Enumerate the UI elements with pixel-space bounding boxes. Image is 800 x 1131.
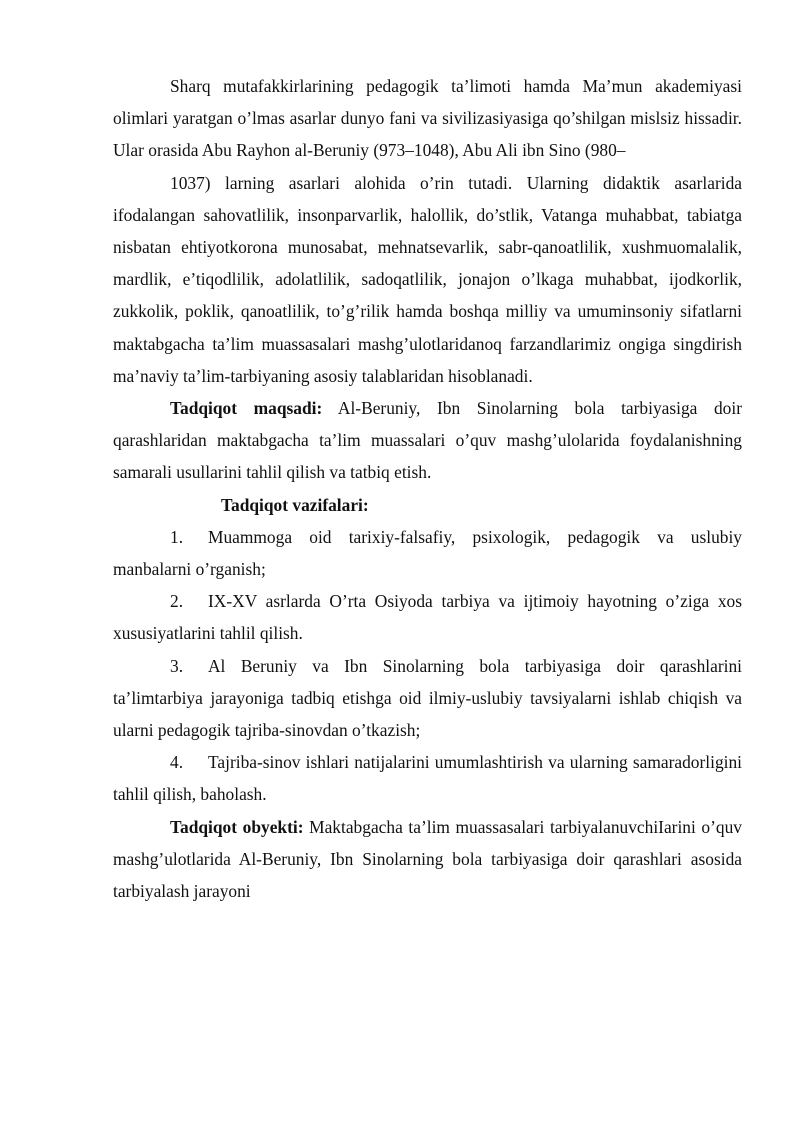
research-object-label: Tadqiqot obyekti: [170,816,304,837]
research-goal-label: Tadqiqot maqsadi: [170,398,323,419]
qualities-paragraph: 1037) larning asarlari alohida o’rin tutadi. Ularning didaktik asarlarida ifodalangan sahovatlilik, insonparvarlik, halollik, do’stlik, Vatanga muhabbat, tabiatga nisbatan ehtiyotkorona munosabat, mehnatsevarlik, sabr-qanoatlilik, xushmuomalalik, mardlik, e’tiqodlilik, adolatlilik, sadoqatlilik, jonajon o’lkaga muhabbat, ijodkorlik, zukkolik, poklik, qanoatlilik, to’g’rilik hamda boshqa milliy va umuminsoniy sifatlarni maktabgacha ta’lim muassasalari mashg’ulotlaridanoq farzandlarimiz ongiga singdirish ma’naviy ta’lim-tarbiyaning asosiy talablaridan hisoblanadi. [113,172,742,386]
task-item-3 [113,650,742,747]
research-object-paragraph [113,811,742,908]
task-number: 3. [170,655,184,676]
research-tasks-heading: Tadqiqot vazifalari: [221,494,369,515]
document-page [113,70,742,907]
research-object-text: Maktabgacha ta’lim muassasalari tarbiyalanuvchiIarini o’quv mashg’ulotlarida Al-Beruniy, Ibn Sinolarning bola tarbiyasiga doir qarashlari asosida tarbiyalash jarayoni [113,816,742,902]
task-text: Al Beruniy va Ibn Sinolarning bola tarbiyasiga doir qarashlarini ta’limtarbiya jarayoniga tadbiq etishga oid ilmiy-uslubiy tavsiyalarni ishlab chiqish va ularni pedagogik tajriba-sinovdan o’tkazish; [113,655,742,741]
task-number: 4. [170,752,184,773]
task-item-4 [113,746,742,810]
task-text: Tajriba-sinov ishlari natijalarini umumlashtirish va ularning samaradorligini tahlil qilish, baholash. [113,752,742,805]
task-text: Muammoga oid tarixiy-falsafiy, psixologik, pedagogik va uslubiy manbalarni o’rganish; [113,526,742,580]
research-goal-text: Al-Beruniy, Ibn Sinolarning bola tarbiyasiga doir qarashlaridan maktabgacha ta’lim muassalari o’quv mashg’ulolarida foydalanishning samarali usullarini tahlil qilish va tatbiq etish. [113,398,742,483]
task-text: IX-XV asrlarda O’rta Osiyoda tarbiya va ijtimoiy hayotning o’ziga xos xususiyatlarini tahlil qilish. [113,591,742,644]
intro-paragraph: Sharq mutafakkirlarining pedagogik ta’limoti hamda Ma’mun akademiyasi olimlari yaratgan o’lmas asarlar dunyo fani va sivilizasiyasiga qo’shilgan mislsiz hissadir. Ular orasida Abu Rayhon al-Beruniy (973–1048), Abu Ali ibn Sino (980– [113,76,742,161]
task-item-2 [113,585,742,649]
task-number: 2. [170,591,184,612]
task-number: 1. [170,526,184,547]
research-goal-paragraph [113,392,742,489]
task-item-1 [113,521,742,585]
